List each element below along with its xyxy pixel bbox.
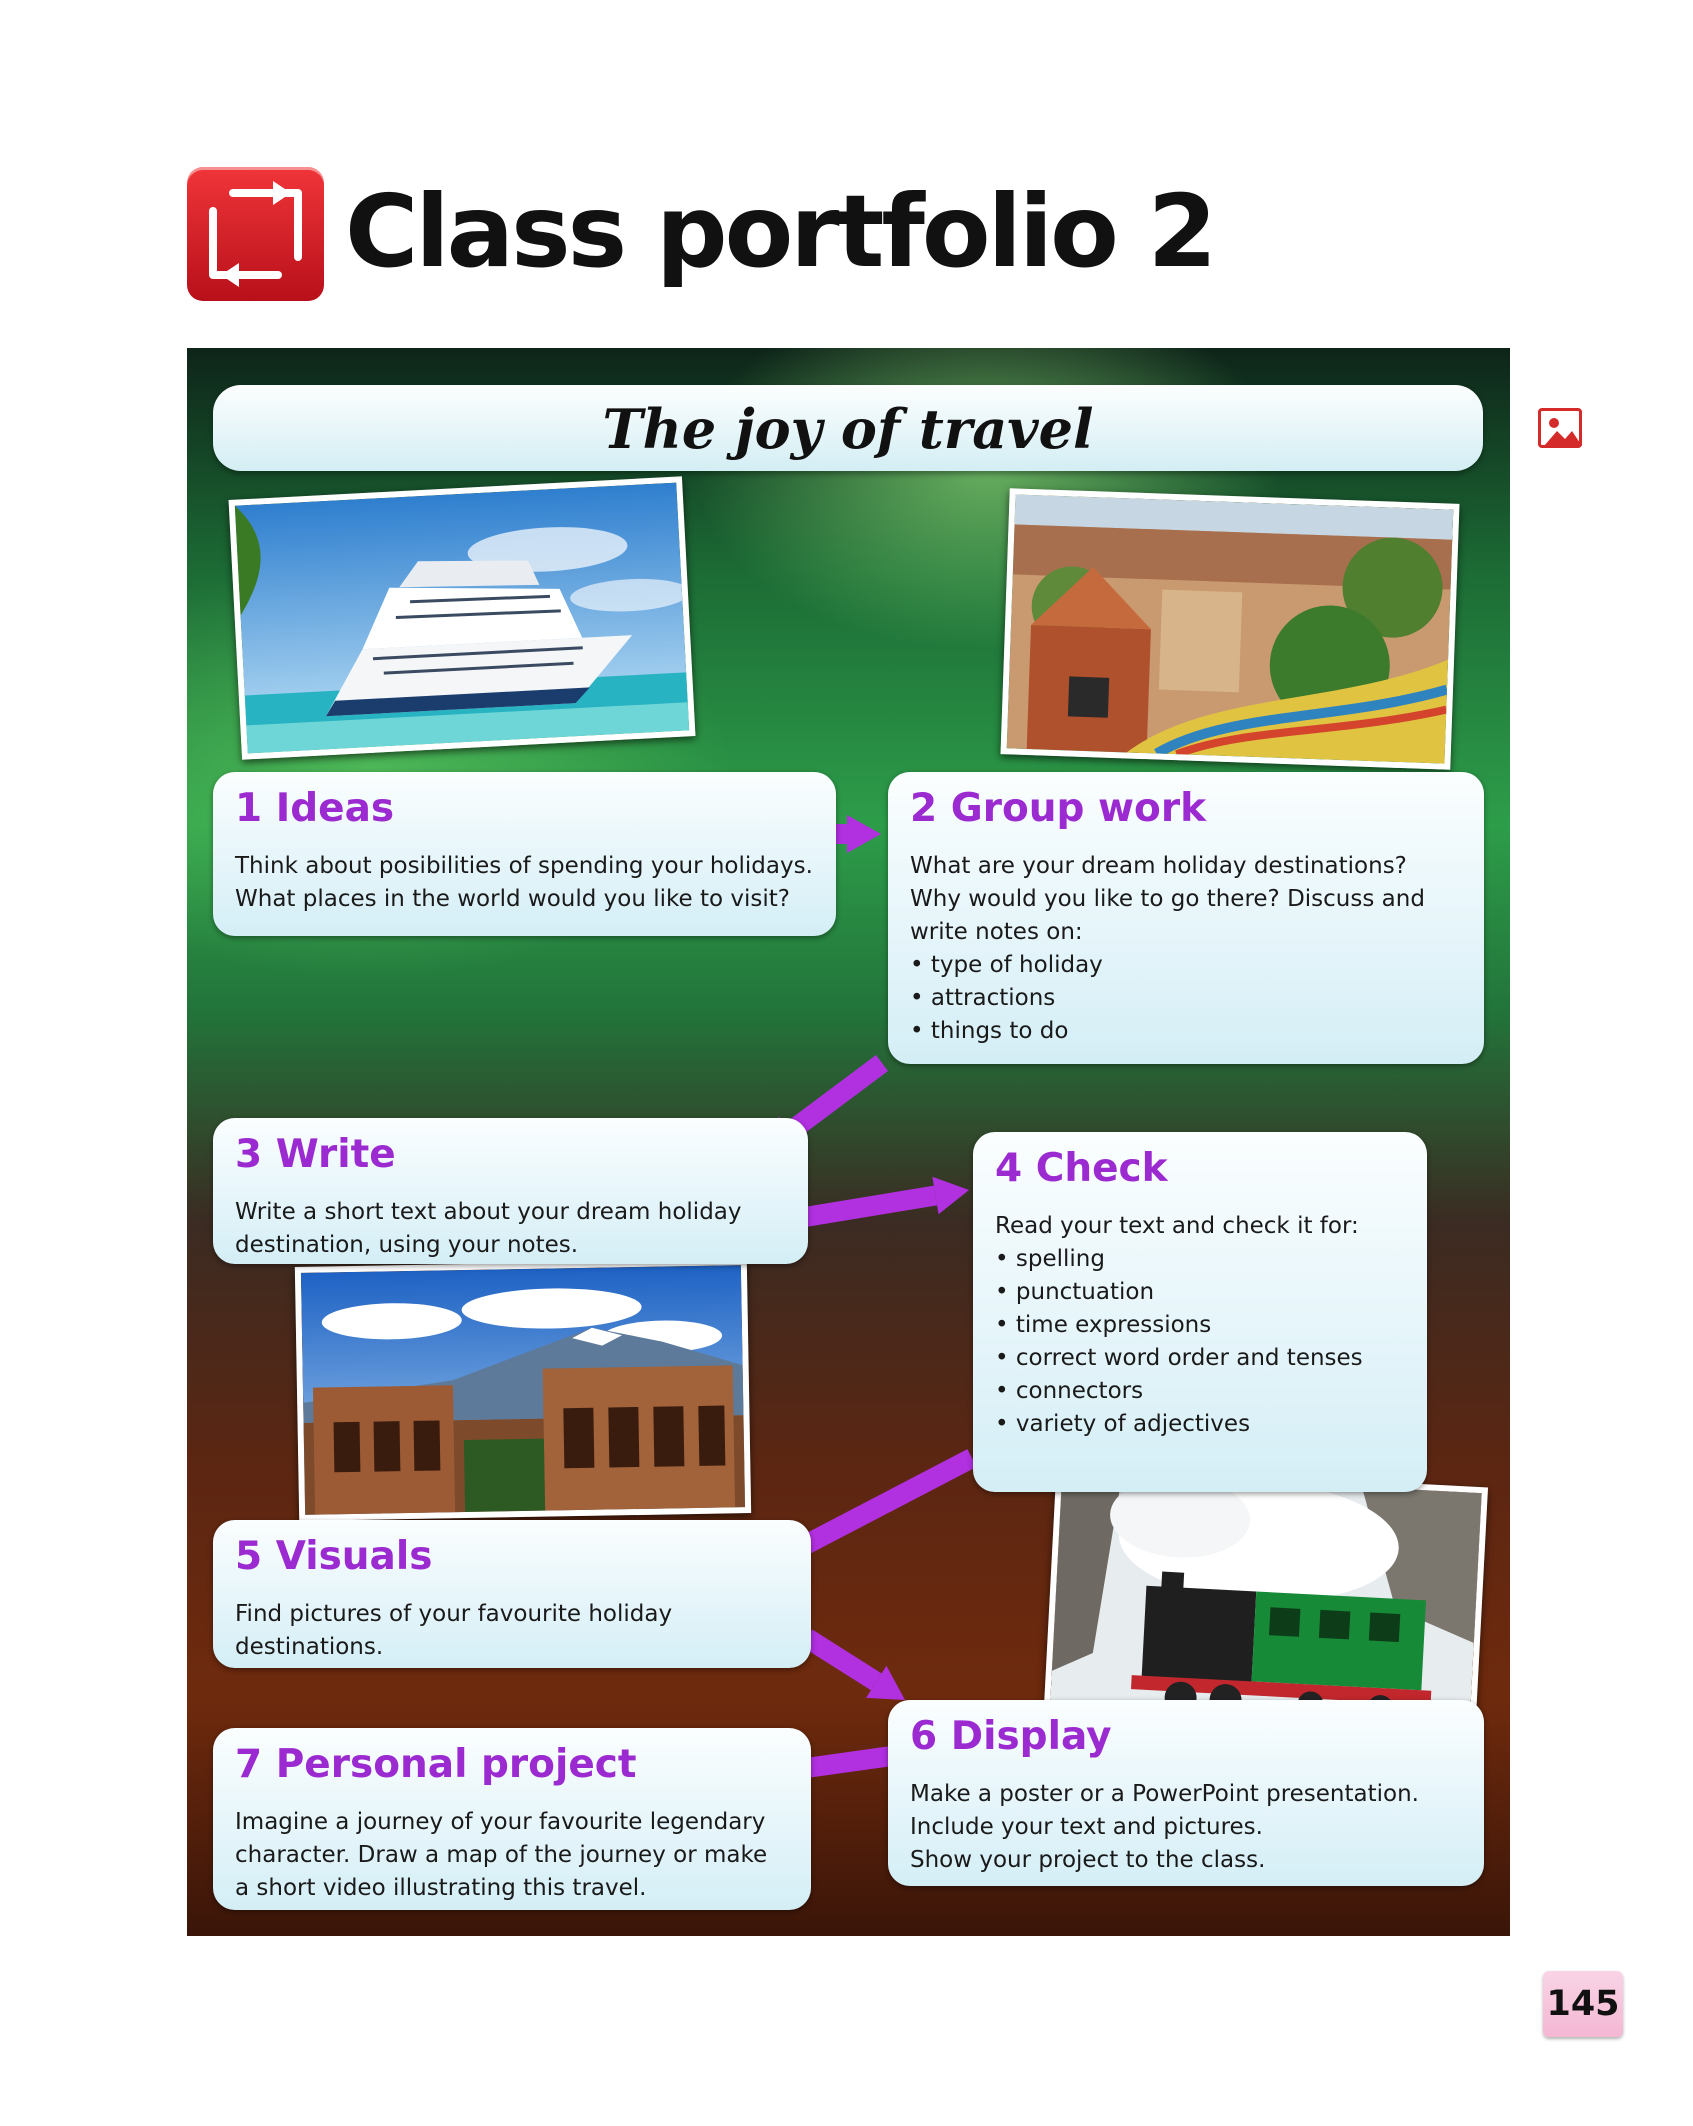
step-title: 7 Personal project	[235, 1742, 637, 1787]
step-text: What are your dream holiday destinations? Why would you like to go there? Discuss and write notes on:	[910, 853, 1425, 945]
bullet-item: • correct word order and tenses	[995, 1342, 1405, 1375]
bullet-item: • variety of adjectives	[995, 1408, 1405, 1441]
step-box-check	[973, 1132, 1427, 1492]
step-title: 3 Write	[235, 1132, 396, 1177]
step-bullets	[995, 1243, 1405, 1441]
bullet-item: • spelling	[995, 1243, 1405, 1276]
step-title: 2 Group work	[910, 786, 1207, 831]
step-text: Write a short text about your dream holiday destination, using your notes.	[235, 1199, 742, 1258]
step-box-ideas	[213, 772, 836, 936]
bullet-item: • connectors	[995, 1375, 1405, 1408]
step-text: Read your text and check it for:	[995, 1213, 1359, 1239]
bullet-item: • things to do	[910, 1015, 1462, 1048]
step-title: 4 Check	[995, 1146, 1168, 1191]
step-text: Find pictures of your favourite holiday destinations.	[235, 1601, 673, 1660]
step-text: Imagine a journey of your favourite legendary character. Draw a map of the journey or make a short video illustrating this travel.	[235, 1809, 768, 1901]
bullet-item: • type of holiday	[910, 949, 1462, 982]
step-box-group-work	[888, 772, 1484, 1064]
step-box-write	[213, 1118, 808, 1264]
step-box-visuals	[213, 1520, 811, 1668]
portfolio-logo	[187, 167, 324, 301]
travel-poster	[187, 348, 1510, 1936]
step-title: 1 Ideas	[235, 786, 395, 831]
step-box-display	[888, 1700, 1484, 1886]
step-title: 6 Display	[910, 1714, 1112, 1759]
step-title: 5 Visuals	[235, 1534, 433, 1579]
step-box-personal-project	[213, 1728, 811, 1910]
image-gallery-icon[interactable]	[1538, 408, 1582, 448]
bullet-item: • attractions	[910, 982, 1462, 1015]
bullet-item: • punctuation	[995, 1276, 1405, 1309]
step-text: Think about posibilities of spending your holidays. What places in the world would you like to visit?	[235, 853, 813, 912]
arrow-5-to-6	[807, 1638, 905, 1700]
poster-title: The joy of travel	[602, 397, 1094, 461]
refresh-arrows-icon	[187, 167, 324, 301]
bullet-item: • time expressions	[995, 1309, 1405, 1342]
arrow-3-to-4	[799, 1177, 969, 1218]
step-bullets	[910, 949, 1462, 1048]
step-text: Make a poster or a PowerPoint presentation. Include your text and pictures. Show your project to the class.	[910, 1781, 1419, 1873]
page-number: 145	[1543, 1971, 1623, 2037]
page-title: Class portfolio 2	[345, 173, 1215, 290]
